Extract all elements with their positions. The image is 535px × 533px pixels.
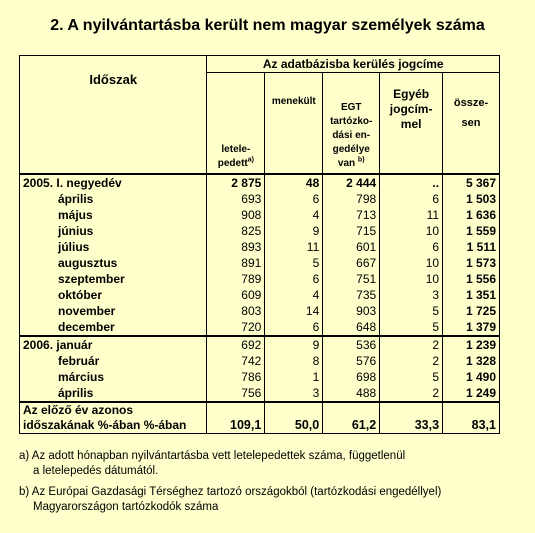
cell-menekult: 5	[265, 255, 323, 271]
cell-osszesen: 1 239	[443, 336, 500, 353]
cell-letelepedett: 742	[207, 353, 265, 369]
cell-egyeb: 2	[380, 385, 443, 402]
header-row-1	[20, 56, 500, 73]
cell-menekult: 9	[265, 336, 323, 353]
cell-menekult: 9	[265, 223, 323, 239]
cell-egt: 601	[323, 239, 380, 255]
cell-egyeb: 2	[380, 336, 443, 353]
cell-letelepedett: 609	[207, 287, 265, 303]
header-menekult-label: menekült	[271, 96, 316, 107]
header-osszesen	[443, 73, 500, 174]
cell-menekult: 14	[265, 303, 323, 319]
cell-egt: 903	[323, 303, 380, 319]
cell-menekult: 1	[265, 369, 323, 385]
header-egyeb	[380, 73, 443, 174]
cell-menekult: 11	[265, 239, 323, 255]
cell-egt: 648	[323, 319, 380, 336]
comparison-label-2: időszakának %-ában %-ában	[23, 417, 187, 432]
cell-egyeb: 5	[380, 303, 443, 319]
header-letelepedett-2: pedett	[217, 157, 248, 169]
cell-egt: 536	[323, 336, 380, 353]
table-row	[20, 353, 500, 369]
cell-letelepedett: 720	[207, 319, 265, 336]
cell-egyeb: 2	[380, 353, 443, 369]
cell-osszesen: 5 367	[443, 174, 500, 191]
header-menekult	[265, 73, 323, 174]
row-label: április	[20, 191, 207, 207]
footnote-marker-a: a)	[247, 156, 254, 164]
cell-egyeb: 6	[380, 239, 443, 255]
table-row	[20, 255, 500, 271]
table-row	[20, 287, 500, 303]
cell-osszesen: 1 556	[443, 271, 500, 287]
comparison-osszesen: 83,1	[443, 402, 500, 434]
cell-egt: 2 444	[323, 174, 380, 191]
cell-menekult: 6	[265, 271, 323, 287]
table-row	[20, 303, 500, 319]
cell-letelepedett: 908	[207, 207, 265, 223]
cell-osszesen: 1 249	[443, 385, 500, 402]
cell-letelepedett: 693	[207, 191, 265, 207]
footnote-b-line-1: b) Az Európai Gazdasági Térséghez tartozó országokból (tartózkodási engedéllyel)	[19, 486, 442, 498]
table-row	[20, 191, 500, 207]
row-label: október	[20, 287, 207, 303]
row-label: július	[20, 239, 207, 255]
cell-letelepedett: 789	[207, 271, 265, 287]
row-label: május	[20, 207, 207, 223]
table-row	[20, 271, 500, 287]
header-egyeb-1: Egyéb	[393, 87, 430, 101]
cell-menekult: 3	[265, 385, 323, 402]
header-egt-1: EGT	[340, 101, 362, 113]
header-egt	[323, 73, 380, 174]
cell-egyeb: 3	[380, 287, 443, 303]
table-row	[20, 385, 500, 402]
cell-letelepedett: 756	[207, 385, 265, 402]
statistics-table	[19, 55, 500, 434]
row-label: február	[20, 353, 207, 369]
header-egt-5: van	[337, 157, 356, 169]
cell-letelepedett: 893	[207, 239, 265, 255]
cell-menekult: 6	[265, 191, 323, 207]
page-title: 2. A nyilvántartásba került nem magyar személyek száma	[50, 17, 485, 34]
row-label: 2005. I. negyedév	[20, 174, 207, 191]
cell-osszesen: 1 490	[443, 369, 500, 385]
cell-menekult: 8	[265, 353, 323, 369]
cell-osszesen: 1 379	[443, 319, 500, 336]
table-row	[20, 369, 500, 385]
cell-egt: 798	[323, 191, 380, 207]
row-label: augusztus	[20, 255, 207, 271]
header-egt-3: dási en-	[332, 129, 371, 141]
cell-menekult: 4	[265, 287, 323, 303]
header-egyeb-3: mel	[400, 117, 422, 131]
cell-letelepedett: 2 875	[207, 174, 265, 191]
row-label: június	[20, 223, 207, 239]
cell-menekult: 6	[265, 319, 323, 336]
header-group: Az adatbázisba kerülés jogcíme	[207, 56, 500, 73]
table-row	[20, 223, 500, 239]
header-letelepedett	[207, 73, 265, 174]
cell-egyeb: 5	[380, 369, 443, 385]
cell-osszesen: 1 328	[443, 353, 500, 369]
table-row	[20, 207, 500, 223]
row-label: március	[20, 369, 207, 385]
cell-osszesen: 1 636	[443, 207, 500, 223]
cell-letelepedett: 891	[207, 255, 265, 271]
row-label: április	[20, 385, 207, 402]
cell-letelepedett: 786	[207, 369, 265, 385]
comparison-letelepedett: 109,1	[207, 402, 265, 434]
cell-egyeb: 5	[380, 319, 443, 336]
cell-letelepedett: 803	[207, 303, 265, 319]
header-osszesen-1: össze-	[453, 97, 489, 109]
cell-egyeb: 10	[380, 271, 443, 287]
header-osszesen-2: sen	[461, 117, 481, 129]
cell-osszesen: 1 725	[443, 303, 500, 319]
comparison-label-1: Az előző év azonos	[23, 402, 134, 417]
footnote-a-line-2: a letelepedés dátumától.	[33, 465, 159, 477]
comparison-menekult: 50,0	[265, 402, 323, 434]
header-letelepedett-1: letele-	[221, 143, 251, 155]
cell-egt: 713	[323, 207, 380, 223]
cell-menekult: 48	[265, 174, 323, 191]
cell-egyeb: 10	[380, 223, 443, 239]
header-egt-2: tartózko-	[330, 115, 373, 127]
cell-egt: 576	[323, 353, 380, 369]
footnote-b-line-2: Magyarországon tartózkodók száma	[33, 501, 219, 513]
header-idoszak: Időszak	[20, 56, 207, 174]
cell-egyeb: 10	[380, 255, 443, 271]
row-label: november	[20, 303, 207, 319]
cell-egt: 667	[323, 255, 380, 271]
table-row	[20, 239, 500, 255]
cell-egt: 715	[323, 223, 380, 239]
cell-egyeb: ..	[380, 174, 443, 191]
cell-osszesen: 1 351	[443, 287, 500, 303]
cell-osszesen: 1 511	[443, 239, 500, 255]
comparison-row	[20, 402, 500, 434]
header-egt-4: gedélye	[332, 143, 370, 155]
table-row	[20, 174, 500, 191]
table-row	[20, 336, 500, 353]
cell-egt: 751	[323, 271, 380, 287]
cell-menekult: 4	[265, 207, 323, 223]
comparison-egyeb: 33,3	[380, 402, 443, 434]
footnote-b	[19, 485, 441, 515]
row-label: szeptember	[20, 271, 207, 287]
header-egyeb-2: jogcím-	[389, 102, 433, 116]
row-label: 2006. január	[20, 336, 207, 353]
cell-letelepedett: 692	[207, 336, 265, 353]
comparison-label	[20, 402, 207, 434]
footnote-marker-b: b)	[357, 156, 365, 164]
cell-egyeb: 6	[380, 191, 443, 207]
cell-egt: 698	[323, 369, 380, 385]
cell-osszesen: 1 559	[443, 223, 500, 239]
cell-letelepedett: 825	[207, 223, 265, 239]
cell-osszesen: 1 503	[443, 191, 500, 207]
row-label: december	[20, 319, 207, 336]
footnote-a-line-1: a) Az adott hónapban nyilvántartásba vett letelepedettek száma, függetlenül	[19, 450, 406, 462]
cell-osszesen: 1 573	[443, 255, 500, 271]
table-row	[20, 319, 500, 336]
comparison-egt: 61,2	[323, 402, 380, 434]
footnote-a	[19, 449, 405, 479]
cell-egyeb: 11	[380, 207, 443, 223]
cell-egt: 488	[323, 385, 380, 402]
cell-egt: 735	[323, 287, 380, 303]
